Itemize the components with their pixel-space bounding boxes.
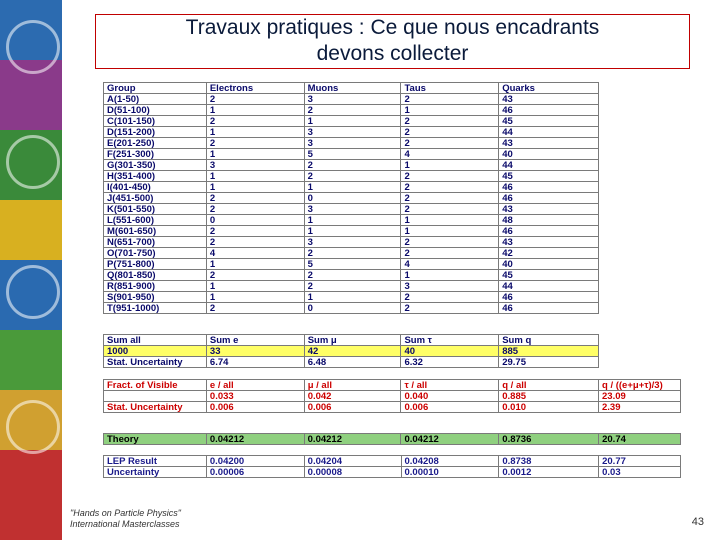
table-cell: 2 <box>304 281 401 292</box>
table-cell: 2 <box>401 171 499 182</box>
table-cell: 2 <box>206 116 304 127</box>
sum-unc-cell: 29.75 <box>499 357 599 368</box>
table-cell: R(851-900) <box>104 281 207 292</box>
fraction-values-row <box>104 391 681 402</box>
sum-table <box>103 334 599 368</box>
table-cell: 2 <box>401 193 499 204</box>
fraction-header-cell: Fract. of Visible <box>104 380 207 391</box>
sum-total-cell: 33 <box>206 346 304 357</box>
table-cell: 48 <box>499 215 599 226</box>
table-cell: 2 <box>401 138 499 149</box>
sum-header-row <box>104 335 599 346</box>
table-cell: 43 <box>499 94 599 105</box>
sum-total-cell: 40 <box>401 346 499 357</box>
lep-result-cell: 0.04200 <box>206 456 304 467</box>
sum-totals-row <box>104 346 599 357</box>
table-cell: 46 <box>499 226 599 237</box>
table-cell: 1 <box>206 292 304 303</box>
table-row <box>104 149 599 160</box>
lep-result-cell: 0.04208 <box>401 456 499 467</box>
sum-header-cell: Sum all <box>104 335 207 346</box>
table-cell: 44 <box>499 160 599 171</box>
table-cell: P(751-800) <box>104 259 207 270</box>
table-cell: 40 <box>499 259 599 270</box>
sum-total-cell: 885 <box>499 346 599 357</box>
theory-cell: 20.74 <box>599 434 681 445</box>
table-cell: 1 <box>206 105 304 116</box>
swirl-decoration <box>6 265 60 319</box>
group-table <box>103 82 599 314</box>
table-cell: 2 <box>304 105 401 116</box>
lep-result-row <box>104 456 681 467</box>
page-number: 43 <box>691 516 704 528</box>
table-row <box>104 270 599 281</box>
sum-unc-cell: 6.74 <box>206 357 304 368</box>
lep-unc-cell: Uncertainty <box>104 467 207 478</box>
fraction-header-cell: q / ((e+μ+τ)/3) <box>599 380 681 391</box>
table-cell: O(701-750) <box>104 248 207 259</box>
table-row <box>104 215 599 226</box>
theory-cell: 0.04212 <box>304 434 401 445</box>
table-cell: 45 <box>499 171 599 182</box>
table-cell: 2 <box>401 292 499 303</box>
theory-cell: 0.04212 <box>206 434 304 445</box>
fraction-unc-cell: 0.006 <box>304 402 401 413</box>
theory-cell: 0.04212 <box>401 434 499 445</box>
table-cell: 2 <box>206 303 304 314</box>
table-cell: K(501-550) <box>104 204 207 215</box>
table-cell: 2 <box>206 270 304 281</box>
table-cell: 2 <box>304 270 401 281</box>
table-row <box>104 226 599 237</box>
table-cell: 1 <box>206 182 304 193</box>
table-cell: 44 <box>499 281 599 292</box>
sum-header-cell: Sum e <box>206 335 304 346</box>
table-cell: 2 <box>401 204 499 215</box>
logo-line-2: International Masterclasses <box>70 519 180 529</box>
table-row <box>104 193 599 204</box>
fraction-header-cell: e / all <box>206 380 304 391</box>
table-cell: G(301-350) <box>104 160 207 171</box>
table-cell: 1 <box>206 149 304 160</box>
table-cell: 4 <box>206 248 304 259</box>
table-cell: 2 <box>401 248 499 259</box>
table-cell: 5 <box>304 149 401 160</box>
fraction-value-cell <box>104 391 207 402</box>
decorative-side-strip <box>0 0 62 540</box>
fraction-uncertainty-row <box>104 402 681 413</box>
lep-table <box>103 455 681 478</box>
fraction-value-cell: 23.09 <box>599 391 681 402</box>
table-row <box>104 292 599 303</box>
table-cell: 44 <box>499 127 599 138</box>
table-row <box>104 138 599 149</box>
group-table-body <box>104 94 599 314</box>
masterclasses-logo <box>70 508 181 530</box>
table-cell: S(901-950) <box>104 292 207 303</box>
table-cell: 3 <box>304 204 401 215</box>
table-cell: 3 <box>401 281 499 292</box>
fraction-unc-cell: 0.006 <box>206 402 304 413</box>
fraction-header-cell: q / all <box>499 380 599 391</box>
table-row <box>104 171 599 182</box>
table-cell: 2 <box>304 248 401 259</box>
table-cell: 2 <box>206 94 304 105</box>
sum-total-cell: 1000 <box>104 346 207 357</box>
table-cell: 40 <box>499 149 599 160</box>
table-cell: 2 <box>304 171 401 182</box>
sum-unc-cell: Stat. Uncertainty <box>104 357 207 368</box>
swirl-decoration <box>6 20 60 74</box>
fraction-table <box>103 379 681 413</box>
header-cell: Quarks <box>499 83 599 94</box>
table-cell: 2 <box>304 160 401 171</box>
slide-title <box>95 14 690 69</box>
table-row <box>104 281 599 292</box>
fraction-value-cell: 0.042 <box>304 391 401 402</box>
table-cell: 1 <box>304 182 401 193</box>
table-cell: 45 <box>499 116 599 127</box>
table-cell: 2 <box>401 116 499 127</box>
table-cell: 1 <box>401 215 499 226</box>
table-cell: 2 <box>206 193 304 204</box>
table-cell: 46 <box>499 182 599 193</box>
table-cell: 46 <box>499 303 599 314</box>
sum-uncertainty-row <box>104 357 599 368</box>
table-cell: D(151-200) <box>104 127 207 138</box>
table-cell: 1 <box>401 160 499 171</box>
table-cell: 0 <box>304 193 401 204</box>
table-cell: 2 <box>401 303 499 314</box>
table-cell: 46 <box>499 193 599 204</box>
header-cell: Electrons <box>206 83 304 94</box>
header-cell: Taus <box>401 83 499 94</box>
table-cell: 3 <box>304 237 401 248</box>
table-cell: 2 <box>401 182 499 193</box>
table-cell: 2 <box>401 94 499 105</box>
table-cell: 0 <box>304 303 401 314</box>
theory-row <box>104 434 681 445</box>
table-cell: H(351-400) <box>104 171 207 182</box>
table-cell: D(51-100) <box>104 105 207 116</box>
table-cell: T(951-1000) <box>104 303 207 314</box>
fraction-unc-cell: 2.39 <box>599 402 681 413</box>
table-row <box>104 105 599 116</box>
table-cell: 43 <box>499 237 599 248</box>
table-cell: 46 <box>499 292 599 303</box>
lep-result-cell: 0.8738 <box>499 456 599 467</box>
sum-header-cell: Sum τ <box>401 335 499 346</box>
table-cell: 2 <box>401 237 499 248</box>
table-cell: F(251-300) <box>104 149 207 160</box>
title-line-1: Travaux pratiques : Ce que nous encadrants <box>185 16 600 39</box>
table-cell: 43 <box>499 138 599 149</box>
fraction-header-cell: τ / all <box>401 380 499 391</box>
fraction-unc-cell: 0.006 <box>401 402 499 413</box>
theory-cell: 0.8736 <box>499 434 599 445</box>
table-row <box>104 182 599 193</box>
fraction-value-cell: 0.033 <box>206 391 304 402</box>
lep-unc-cell: 0.00010 <box>401 467 499 478</box>
table-cell: 1 <box>206 127 304 138</box>
table-cell: 4 <box>401 259 499 270</box>
lep-unc-cell: 0.00006 <box>206 467 304 478</box>
table-row <box>104 116 599 127</box>
table-row <box>104 160 599 171</box>
group-table-header <box>104 83 599 94</box>
sum-unc-cell: 6.32 <box>401 357 499 368</box>
table-cell: 42 <box>499 248 599 259</box>
sum-header-cell: Sum q <box>499 335 599 346</box>
lep-unc-cell: 0.0012 <box>499 467 599 478</box>
lep-unc-cell: 0.00008 <box>304 467 401 478</box>
table-cell: 2 <box>206 226 304 237</box>
table-cell: 3 <box>304 94 401 105</box>
fraction-unc-cell: 0.010 <box>499 402 599 413</box>
swirl-decoration <box>6 135 60 189</box>
table-cell: C(101-150) <box>104 116 207 127</box>
table-cell: 1 <box>206 259 304 270</box>
table-cell: M(601-650) <box>104 226 207 237</box>
fraction-value-cell: 0.885 <box>499 391 599 402</box>
table-cell: 1 <box>401 226 499 237</box>
sum-total-cell: 42 <box>304 346 401 357</box>
table-row <box>104 303 599 314</box>
table-cell: 2 <box>206 237 304 248</box>
fraction-header-cell: μ / all <box>304 380 401 391</box>
table-cell: 45 <box>499 270 599 281</box>
logo-line-1: "Hands on Particle Physics" <box>70 508 181 518</box>
theory-cell: Theory <box>104 434 207 445</box>
title-line-2: devons collecter <box>316 42 469 65</box>
lep-result-cell: LEP Result <box>104 456 207 467</box>
lep-result-cell: 20.77 <box>599 456 681 467</box>
table-cell: 5 <box>304 259 401 270</box>
table-cell: 46 <box>499 105 599 116</box>
table-cell: N(651-700) <box>104 237 207 248</box>
theory-table <box>103 433 681 445</box>
table-row <box>104 94 599 105</box>
sum-unc-cell: 6.48 <box>304 357 401 368</box>
table-cell: 1 <box>304 292 401 303</box>
table-cell: 3 <box>304 138 401 149</box>
swirl-decoration <box>6 400 60 454</box>
strip-band-red <box>0 450 62 540</box>
table-cell: 1 <box>401 270 499 281</box>
table-cell: 2 <box>206 204 304 215</box>
table-cell: 2 <box>206 138 304 149</box>
table-cell: 1 <box>206 281 304 292</box>
table-cell: I(401-450) <box>104 182 207 193</box>
table-cell: A(1-50) <box>104 94 207 105</box>
fraction-unc-cell: Stat. Uncertainty <box>104 402 207 413</box>
fraction-value-cell: 0.040 <box>401 391 499 402</box>
lep-uncertainty-row <box>104 467 681 478</box>
table-cell: 1 <box>206 171 304 182</box>
table-cell: J(451-500) <box>104 193 207 204</box>
table-cell: L(551-600) <box>104 215 207 226</box>
table-cell: Q(801-850) <box>104 270 207 281</box>
lep-unc-cell: 0.03 <box>599 467 681 478</box>
table-cell: 1 <box>401 105 499 116</box>
fraction-header-row <box>104 380 681 391</box>
table-cell: 3 <box>206 160 304 171</box>
table-row <box>104 259 599 270</box>
table-cell: E(201-250) <box>104 138 207 149</box>
strip-band-yellow <box>0 200 62 260</box>
lep-result-cell: 0.04204 <box>304 456 401 467</box>
table-row <box>104 127 599 138</box>
table-row <box>104 248 599 259</box>
table-cell: 43 <box>499 204 599 215</box>
table-cell: 0 <box>206 215 304 226</box>
table-cell: 1 <box>304 226 401 237</box>
header-cell: Muons <box>304 83 401 94</box>
table-row <box>104 237 599 248</box>
table-cell: 1 <box>304 215 401 226</box>
table-row <box>104 204 599 215</box>
table-cell: 2 <box>401 127 499 138</box>
header-cell: Group <box>104 83 207 94</box>
table-cell: 1 <box>304 116 401 127</box>
table-cell: 3 <box>304 127 401 138</box>
sum-header-cell: Sum μ <box>304 335 401 346</box>
table-cell: 4 <box>401 149 499 160</box>
strip-band-green2 <box>0 330 62 390</box>
